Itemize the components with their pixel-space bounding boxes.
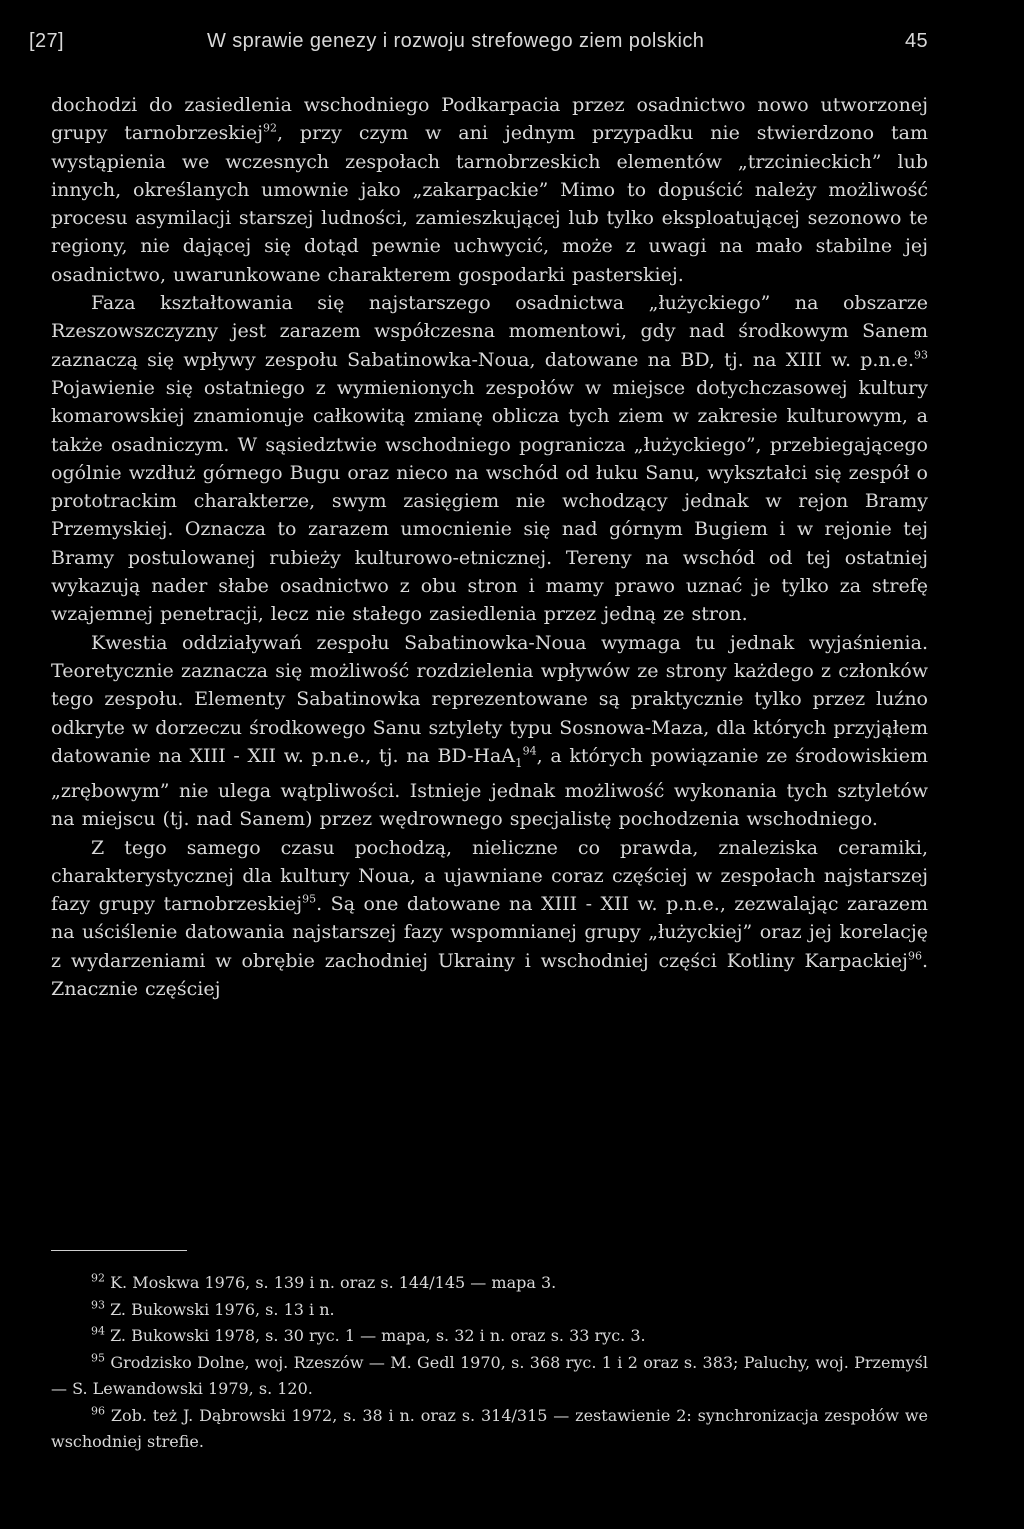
paragraph-2-text-b: Pojawienie się ostatniego z wymienionych zespołów w miejsce dotychczasowej kultury komarowskiej znamionuje całkowitą zmianę oblicza tych ziem w zakresie kulturowym, a także osadniczym. W sąsiedztwie wschodniego pogranicza „łużyckiego”, przebiegającego ogólnie wzdłuż górnego Bugu oraz nieco na wschód od łuku Sanu, wykształci się zespół o prototrackim charakterze, swym zasięgiem nie wchodzący jednak w rejon Bramy Przemyskiej. Oznacza to zarazem umocnienie się nad górnym Bugiem i w rejonie tej Bramy postulowanej rubieży kulturowo-etnicznej. Tereny na wschód od tej ostatniej wykazują nader słabe osadnictwo z obu stron i mamy prawo uznać je tylko za strefę wzajemnej penetracji, lecz nie stałego zasiedlenia przez jedną ze stron. <box>51 376 928 626</box>
paragraph-3-text-b: , a których powiązanie ze środowiskiem „zrębowym” nie ulega wątpliwości. Istnieje jednak możliwość wykonania tych sztyletów na miejscu (tj. nad Sanem) przez wędrownego specjalistę pochodzenia wschodniego. <box>51 744 928 831</box>
footnote-96 <box>51 1403 928 1456</box>
footnote-mark: 92 <box>91 1271 105 1285</box>
subscript-1: 1 <box>515 755 523 770</box>
paragraph-1 <box>51 91 928 289</box>
footnote-rule <box>51 1250 187 1251</box>
paragraph-3-text-a: Kwestia oddziaływań zespołu Sabatinowka-Noua wymaga tu jednak wyjaśnienia. Teoretycznie zaznacza się możliwość rozdzielenia wpływów ze strony każdego z członków tego zespołu. Elementy Sabatinowka reprezentowane są praktycznie tylko przez luźno odkryte w dorzeczu środkowego Sanu sztylety typu Sosnowa-Maza, dla których przyjąłem datowanie na XIII - XII w. p.n.e., tj. na BD-HaA <box>51 631 928 767</box>
footnote-mark: 96 <box>91 1404 105 1418</box>
paragraph-3 <box>51 629 928 834</box>
footnote-ref-92: 92 <box>262 121 277 135</box>
running-title: W sprawie genezy i rozwoju strefowego ziem polskich <box>207 30 705 52</box>
footnote-text: Grodzisko Dolne, woj. Rzeszów — M. Gedl 1970, s. 368 ryc. 1 i 2 oraz s. 383; Paluchy, woj. Przemyśl — S. Lewandowski 1979, s. 120. <box>51 1352 928 1398</box>
footnote-text: Z. Bukowski 1978, s. 30 ryc. 1 — mapa, s. 32 i n. oraz s. 33 ryc. 3. <box>105 1326 646 1345</box>
footnote-mark: 93 <box>91 1298 105 1312</box>
running-head <box>29 30 928 62</box>
paragraph-4-text-a: Z tego samego czasu pochodzą, nieliczne co prawda, znaleziska ceramiki, charakterystycznej dla kultury Noua, a ujawniane coraz częściej w zespołach najstarszej fazy grupy tarnobrzeskiej <box>51 836 928 916</box>
footnote-93 <box>51 1297 928 1324</box>
footnote-mark: 94 <box>91 1324 105 1338</box>
footnote-text: Zob. też J. Dąbrowski 1972, s. 38 i n. oraz s. 314/315 — zestawienie 2: synchronizacja zespołów we wschodniej strefie. <box>51 1405 928 1451</box>
footnote-text: K. Moskwa 1976, s. 139 i n. oraz s. 144/145 — mapa 3. <box>105 1273 557 1292</box>
body-text <box>51 91 928 1003</box>
section-number: [27] <box>29 30 64 52</box>
footnote-95 <box>51 1350 928 1403</box>
paragraph-1-text-b: , przy czym w ani jednym przypadku nie stwierdzono tam wystąpienia we wczesnych zespołach tarnobrzeskich elementów „trzcinieckich” lub innych, określanych umownie jako „zakarpackie” Mimo to dopuścić należy możliwość procesu asymilacji starszej ludności, zamieszkującej lub tylko eksploatującej sezonowo te regiony, nie dającej się dotąd pewnie uchwycić, może z uwagi na mało stabilne jej osadnictwo, uwarunkowane charakterem gospodarki pasterskiej. <box>51 122 928 286</box>
footnotes <box>51 1270 928 1456</box>
footnote-ref-95: 95 <box>302 892 317 906</box>
footnote-ref-93: 93 <box>914 348 928 362</box>
footnote-ref-96: 96 <box>907 949 922 963</box>
paragraph-4 <box>51 834 928 1004</box>
footnote-92 <box>51 1270 928 1297</box>
footnote-94 <box>51 1323 928 1350</box>
paragraph-2-text-a: Faza kształtowania się najstarszego osadnictwa „łużyckiego” na obszarze Rzeszowszczyzny jest zarazem współczesna momentowi, gdy nad środkowym Sanem zaznaczą się wpływy zespołu Sabatinowka-Noua, datowane na BD, tj. na XIII w. p.n.e. <box>51 292 928 371</box>
paragraph-1-text-a: dochodzi do zasiedlenia wschodniego Podkarpacia przez osadnictwo nowo utworzonej grupy tarnobrzeskiej <box>51 94 928 145</box>
paragraph-4-text-b: . Są one datowane na XIII - XII w. p.n.e., zezwalając zarazem na uściślenie datowania najstarszej fazy wspomnianej grupy „łużyckiej” oraz jej korelację z wydarzeniami w obrębie zachodniej Ukrainy i wschodniej części Kotliny Karpackiej <box>51 893 928 972</box>
footnote-mark: 95 <box>91 1351 105 1365</box>
paragraph-4-text-c: . Znacznie częściej <box>51 949 928 1000</box>
paragraph-2 <box>51 289 928 629</box>
footnote-text: Z. Bukowski 1976, s. 13 i n. <box>105 1299 335 1319</box>
page-number: 45 <box>904 30 928 52</box>
footnote-ref-94: 94 <box>522 744 537 758</box>
